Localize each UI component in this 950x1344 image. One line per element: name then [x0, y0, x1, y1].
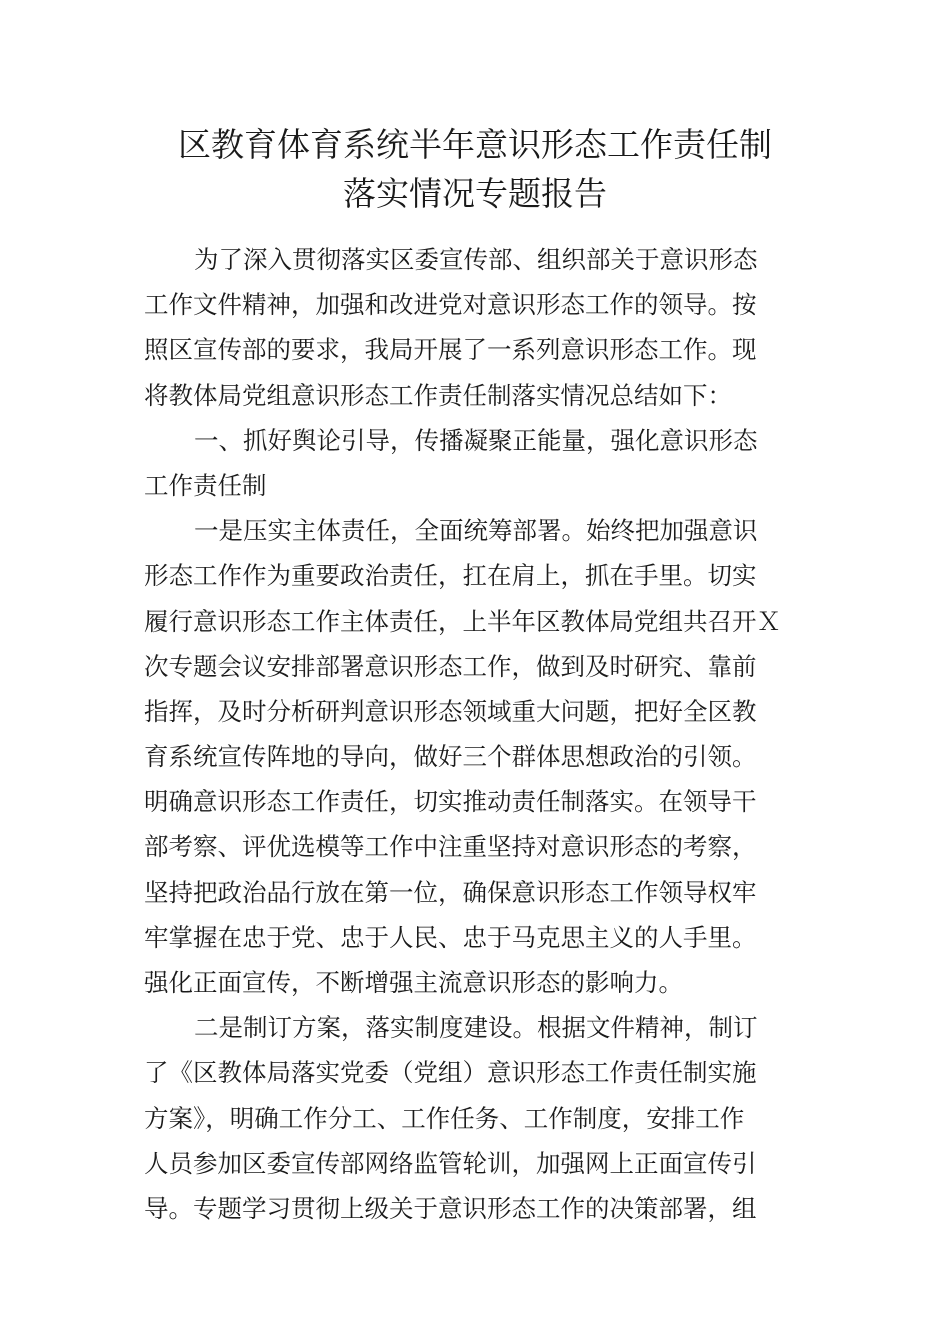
- body-line: 导。专题学习贯彻上级关于意识形态工作的决策部署，组: [144, 1193, 757, 1223]
- body-line: 将教体局党组意识形态工作责任制落实情况总结如下：: [144, 380, 732, 410]
- body-line: 牢掌握在忠于党、忠于人民、忠于马克思主义的人手里。: [144, 922, 757, 952]
- body-line: 工作文件精神，加强和改进党对意识形态工作的领导。按: [144, 290, 757, 320]
- body-line: 育系统宣传阵地的导向，做好三个群体思想政治的引领。: [144, 742, 757, 772]
- body-line: 方案》，明确工作分工、工作任务、工作制度，安排工作: [144, 1103, 745, 1133]
- body-line: 明确意识形态工作责任，切实推动责任制落实。在领导干: [144, 787, 757, 817]
- body-line: 坚持把政治品行放在第一位，确保意识形态工作领导权牢: [144, 877, 757, 907]
- body-line: 照区宣传部的要求，我局开展了一系列意识形态工作。现: [144, 335, 757, 365]
- body-line: 为了深入贯彻落实区委宣传部、组织部关于意识形态: [194, 245, 758, 274]
- section-heading-line: 一、抓好舆论引导，传播凝聚正能量，强化意识形态: [194, 425, 758, 455]
- body-line: 部考察、评优选模等工作中注重坚持对意识形态的考察，: [144, 832, 757, 862]
- body-line: 指挥，及时分析研判意识形态领域重大问题，把好全区教: [144, 696, 757, 726]
- document-title-line-2: 落实情况专题报告: [343, 174, 607, 213]
- document-title-line-1: 区教育体育系统半年意识形态工作责任制: [178, 125, 772, 164]
- document-body: [144, 237, 824, 1231]
- body-line: 二是制订方案，落实制度建设。根据文件精神，制订: [194, 1013, 758, 1043]
- body-line: 形态工作作为重要政治责任，扛在肩上，抓在手里。切实: [144, 561, 757, 591]
- body-line: 强化正面宣传，不断增强主流意识形态的影响力。: [144, 968, 683, 997]
- body-line: 次专题会议安排部署意识形态工作，做到及时研究、靠前: [144, 651, 757, 681]
- body-line: 了《区教体局落实党委（党组）意识形态工作责任制实施: [144, 1058, 757, 1088]
- body-line: 履行意识形态工作主体责任，上半年区教体局党组共召开Ｘ: [144, 606, 781, 636]
- body-line: 一是压实主体责任，全面统筹部署。始终把加强意识: [194, 516, 758, 546]
- section-heading-line: 工作责任制: [144, 470, 267, 500]
- body-line: 人员参加区委宣传部网络监管轮训，加强网上正面宣传引: [144, 1148, 757, 1178]
